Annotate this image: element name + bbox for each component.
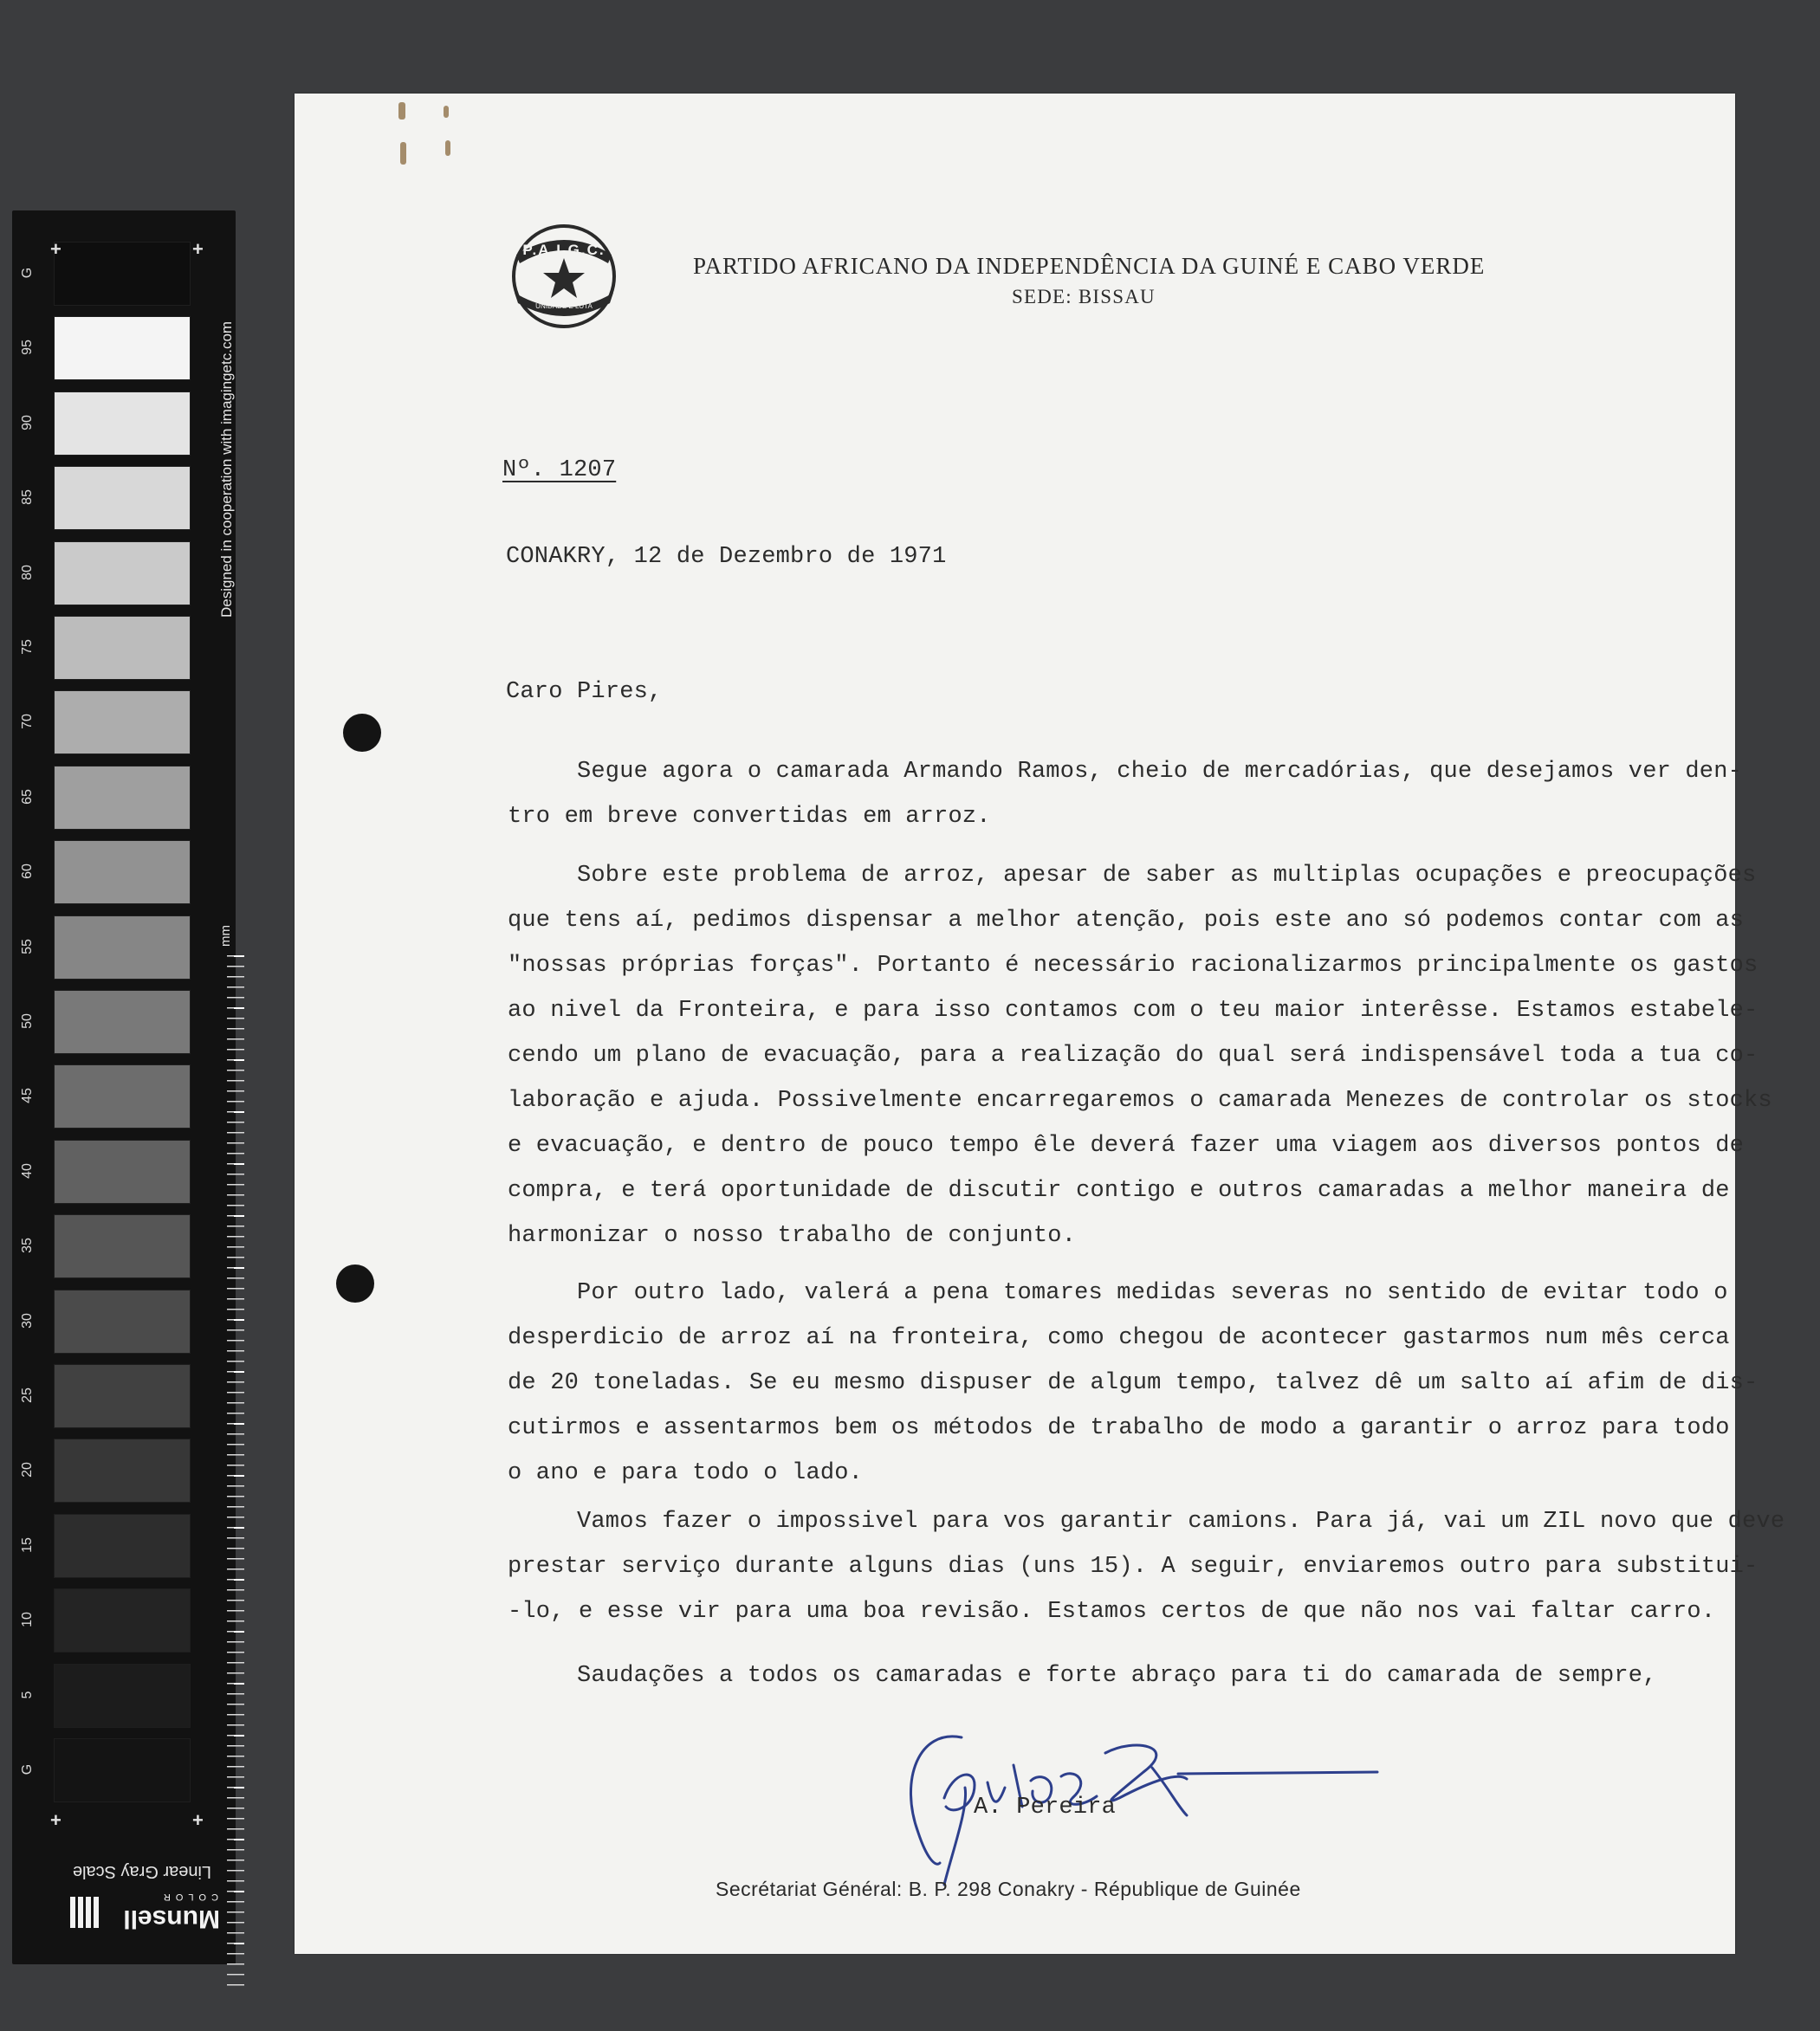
typed-line: Vamos fazer o impossivel para vos garantir camions. Para já, vai um ZIL novo que deve [577,1509,1785,1535]
organization-seat: SEDE: BISSAU [1012,286,1156,307]
gray-patch-label: 40 [20,1162,35,1179]
gray-patch-label: 55 [20,938,35,954]
gray-patch [54,840,191,904]
typed-line: Segue agora o camarada Armando Ramos, cheio de mercadórias, que desejamos ver den- [577,759,1743,785]
gray-patch-label: 35 [20,1238,35,1254]
registration-plus-icon: + [192,238,204,260]
gray-patch-label: 25 [20,1387,35,1403]
rust-stain [445,140,450,156]
gray-patch [54,766,191,830]
gray-patch-label: 60 [20,863,35,880]
gray-patch-label: 95 [20,340,35,356]
gray-patch [54,915,191,980]
gray-patch [54,1664,191,1728]
reference-number: Nº. 1207 [502,457,617,483]
gray-patch [54,1290,191,1354]
munsell-logo [64,1888,220,1940]
rust-stain [444,106,449,118]
signature-name: A. Pereira [974,1795,1117,1821]
gray-patch-label: 30 [20,1312,35,1329]
gray-patch [54,1588,191,1653]
gray-patch-label: 20 [20,1462,35,1478]
letter-sheet [295,94,1785,1954]
registration-plus-icon: + [50,238,62,260]
brand-sub: COLOR [158,1892,218,1902]
gray-patch [54,466,191,530]
rust-stain [400,142,406,165]
typed-line: ao nivel da Fronteira, e para isso contamos com o teu maior interêsse. Estamos estabele- [508,998,1758,1024]
typed-line: Sobre este problema de arroz, apesar de saber as multiplas ocupações e preocupações [577,863,1757,889]
scale-name: Linear Gray Scale [72,1862,212,1881]
typed-line: harmonizar o nosso trabalho de conjunto. [508,1223,1077,1249]
typed-line: e evacuação, e dentro de pouco tempo êle deverá fazer uma viagem aos diversos pontos de [508,1133,1745,1159]
typed-line: desperdicio de arroz aí na fronteira, como chegou de acontecer gastarmos num mês cerca [508,1325,1730,1351]
gray-patch-label: 5 [20,1691,35,1699]
gray-patch-label: 15 [20,1536,35,1553]
typed-line: laboração e ajuda. Possivelmente encarregaremos o camarada Menezes de controlar os stocks [508,1088,1772,1114]
gray-patch-label: 45 [20,1088,35,1104]
brand-name: Munsell [123,1905,220,1933]
munsell-grid-icon [68,1897,99,1928]
gray-patch-label: 65 [20,788,35,805]
gray-patch-label: 10 [20,1612,35,1628]
registration-plus-icon: + [192,1809,204,1831]
gray-patch [54,242,191,306]
organization-name: PARTIDO AFRICANO DA INDEPENDÊNCIA DA GUINÉ E CABO VERDE [693,253,1486,279]
gray-patch [54,990,191,1054]
gray-patch-label: 90 [20,414,35,430]
typed-line: tro em breve convertidas em arroz. [508,804,991,830]
rust-stain [398,102,405,120]
gray-patch [54,1738,191,1802]
typed-line: cutirmos e assentarmos bem os métodos de trabalho de modo a garantir o arroz para todo [508,1415,1730,1441]
typed-line: prestar serviço durante alguns dias (uns 15). A seguir, enviaremos outro para substitui- [508,1554,1758,1580]
gray-patch [54,690,191,754]
date-line: CONAKRY, 12 de Dezembro de 1971 [506,544,947,570]
gray-patch [54,1364,191,1428]
typed-line: que tens aí, pedimos dispensar a melhor atenção, pois este ano só podemos contar com as [508,908,1745,934]
gray-patch [54,316,191,380]
gray-patch-label: 75 [20,639,35,655]
mm-label: mm [218,925,233,947]
letterhead-footer: Secrétariat Général: B. P. 298 Conakry - République de Guinée [716,1878,1301,1900]
punch-hole [336,1265,374,1303]
gray-patch [54,1439,191,1503]
typed-line: Saudações a todos os camaradas e forte abraço para ti do camarada de sempre, [577,1663,1657,1689]
typed-line: compra, e terá oportunidade de discutir contigo e outros camaradas a melhor maneira de [508,1178,1730,1204]
typed-line: Por outro lado, valerá a pena tomares medidas severas no sentido de evitar todo o [577,1280,1728,1306]
emblem-text: P.A.I.G.C. [522,242,606,258]
gray-patch-label: 70 [20,714,35,730]
cooperation-text: Designed in cooperation with imagingetc.com [218,320,235,618]
gray-patch [54,541,191,605]
gray-patch-label: 80 [20,564,35,580]
punch-hole [343,714,381,752]
gray-patch-label: G [20,267,35,279]
gray-patch-label: G [20,1763,35,1776]
salutation: Caro Pires, [506,679,663,705]
gray-patch [54,1140,191,1204]
gray-patch [54,1064,191,1129]
gray-patch [54,616,191,680]
emblem-motto: UNIDADE E LUTA [535,302,593,310]
gray-scale-card [12,210,236,1964]
typed-line: o ano e para todo o lado. [508,1460,864,1486]
gray-patch-label: 50 [20,1013,35,1029]
typed-line: de 20 toneladas. Se eu mesmo dispuser de algum tempo, talvez dê um salto aí afim de dis- [508,1370,1758,1396]
registration-plus-icon: + [50,1809,62,1831]
gray-patch-label: 85 [20,489,35,506]
mm-ruler-major-ticks [234,955,244,1986]
gray-patch [54,391,191,456]
typed-line: -lo, e esse vir para uma boa revisão. Estamos certos de que não nos vai faltar carro. [508,1599,1716,1625]
gray-patch [54,1514,191,1578]
typed-line: cendo um plano de evacuação, para a realização do qual será indispensável toda a tua co- [508,1043,1758,1069]
typed-line: "nossas próprias forças". Portanto é necessário racionalizarmos principalmente os gastos [508,953,1758,979]
gray-patch [54,1214,191,1278]
